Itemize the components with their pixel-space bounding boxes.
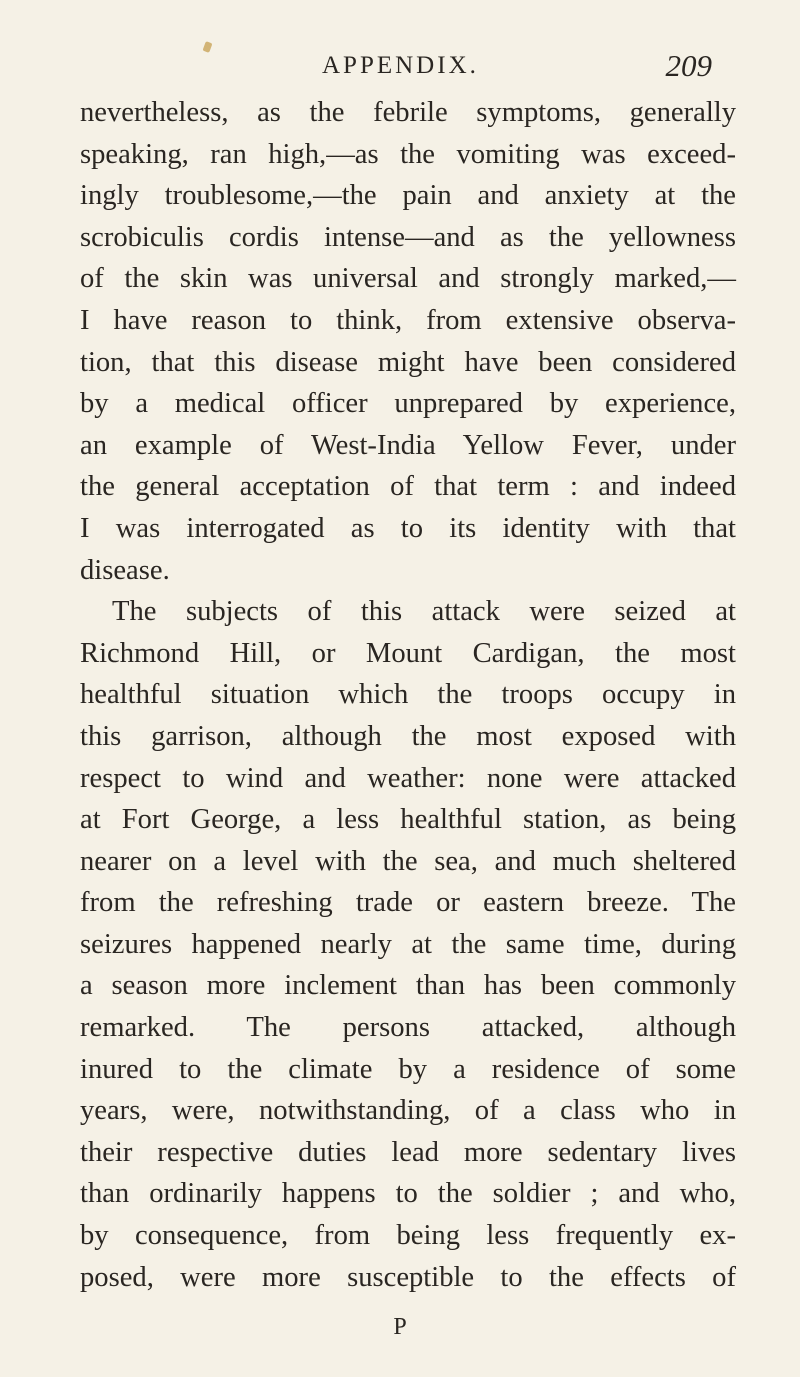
text-line: remarked. The persons attacked, although [80,1012,736,1044]
text-line: than ordinarily happens to the soldier ; and who, [80,1178,736,1210]
text-line: posed, were more susceptible to the effects of [80,1261,736,1293]
body-text [80,92,736,1298]
text-line: a season more inclement than has been commonly [80,970,736,1002]
text-line: I have reason to think, from extensive observa- [80,304,736,336]
text-line: an example of West-India Yellow Fever, under [80,429,736,461]
text-line: this garrison, although the most exposed with [80,720,736,752]
text-line: by a medical officer unprepared by experience, [80,388,736,420]
text-line: ingly troublesome,—the pain and anxiety at the [80,180,736,212]
text-line: respect to wind and weather: none were attacked [80,762,736,794]
text-line: nevertheless, as the febrile symptoms, generally [80,97,736,128]
text-line: The subjects of this attack were seized at [112,596,736,628]
text-line: their respective duties lead more sedentary lives [80,1136,736,1168]
page-number: 209 [665,48,712,83]
text-line: the general acceptation of that term : and indeed [80,471,736,503]
text-line: speaking, ran high,—as the vomiting was exceed- [80,138,736,170]
text-line: years, were, notwithstanding, of a class who in [80,1095,736,1127]
text-line: Richmond Hill, or Mount Cardigan, the most [80,637,736,669]
text-line: healthful situation which the troops occupy in [80,679,736,711]
running-head: APPENDIX. [322,52,479,79]
text-line: of the skin was universal and strongly marked,— [80,263,736,295]
text-line: I was interrogated as to its identity with that [80,512,736,544]
text-line: at Fort George, a less healthful station, as being [80,804,736,836]
text-line: inured to the climate by a residence of some [80,1053,736,1085]
text-line: tion, that this disease might have been considered [80,346,736,378]
text-line: disease. [80,554,170,586]
page-header [0,48,800,92]
text-line: by consequence, from being less frequently ex- [80,1220,736,1252]
text-line: seizures happened nearly at the same time, during [80,928,736,960]
text-line: scrobiculis cordis intense—and as the yellowness [80,221,736,253]
text-line: from the refreshing trade or eastern breeze. The [80,887,736,919]
text-line: nearer on a level with the sea, and much sheltered [80,845,736,877]
signature-mark: P [393,1314,407,1340]
